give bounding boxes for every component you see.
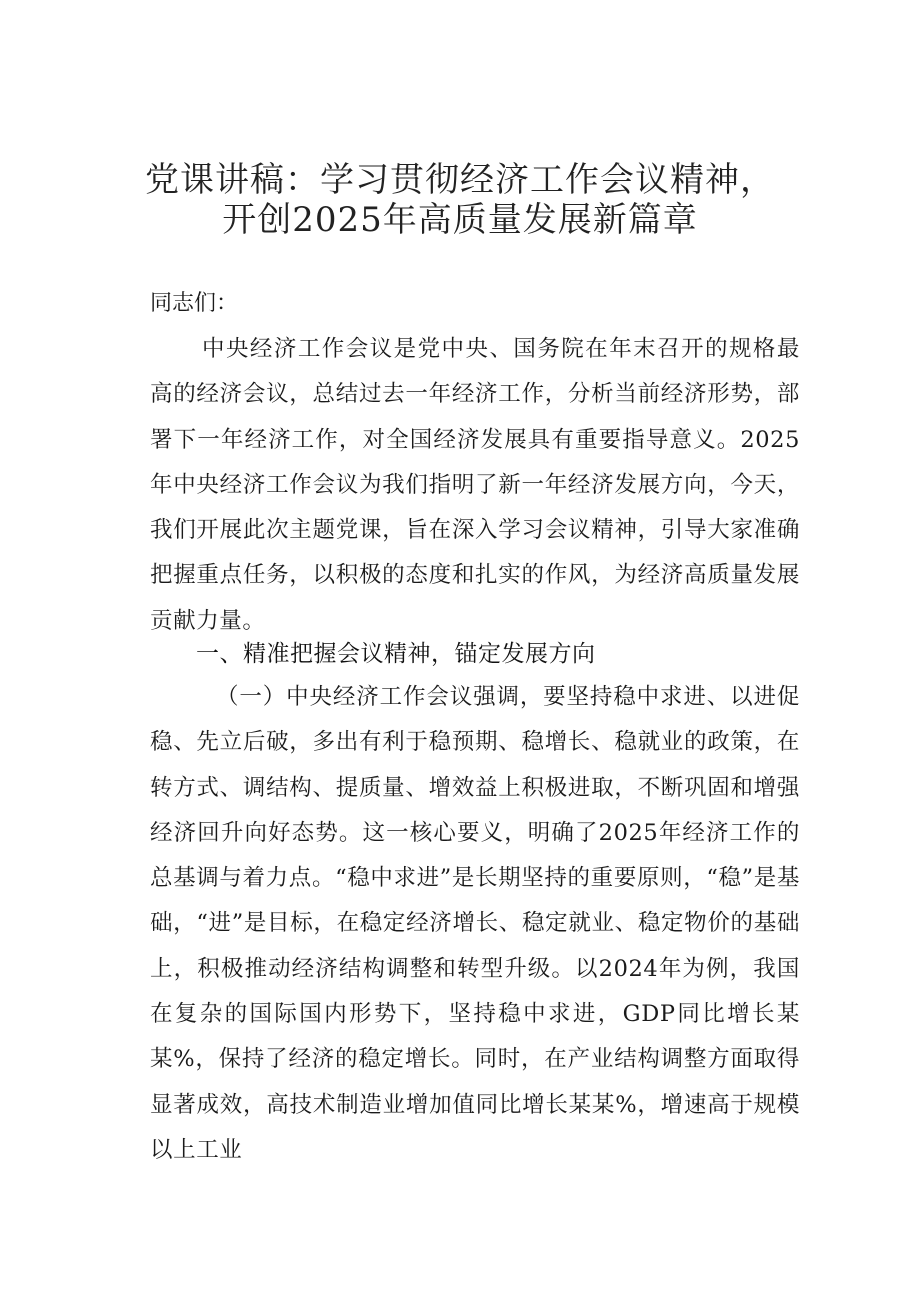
intro-paragraph: 中央经济工作会议是党中央、国务院在年末召开的规格最高的经济会议，总结过去一年经济工作，分析当前经济形势，部署下一年经济工作，对全国经济发展具有重要指导意义。2025年中央经济工作会议为我们指明了新一年经济发展方向，今天，我们开展此次主题党课，旨在深入学习会议精神，引导大家准确把握重点任务，以积极的态度和扎实的作风，为经济高质量发展贡献力量。 [150,336,800,634]
salutation: 同志们： [150,291,239,316]
document-title-line-1: 党课讲稿：学习贯彻经济工作会议精神， [145,160,775,200]
section-heading-1: 一、精准把握会议精神，锚定发展方向 [196,641,596,667]
document-title-line-2: 开创2025年高质量发展新篇章 [222,200,698,240]
section-1-paragraph-1: （一）中央经济工作会议强调，要坚持稳中求进、以进促稳、先立后破，多出有利于稳预期、稳增长、稳就业的政策，在转方式、调结构、提质量、增效益上积极进取，不断巩固和增强经济回升向好态势。这一核心要义，明确了2025年经济工作的总基调与着力点。“稳中求进”是长期坚持的重要原则，“稳”是基础，“进”是目标，在稳定经济增长、稳定就业、稳定物价的基础上，积极推动经济结构调整和转型升级。以2024年为例，我国在复杂的国际国内形势下，坚持稳中求进，GDP同比增长某某%，保持了经济的稳定增长。同时，在产业结构调整方面取得显著成效，高技术制造业增加值同比增长某某%，增速高于规模以上工业 [150,684,800,1163]
